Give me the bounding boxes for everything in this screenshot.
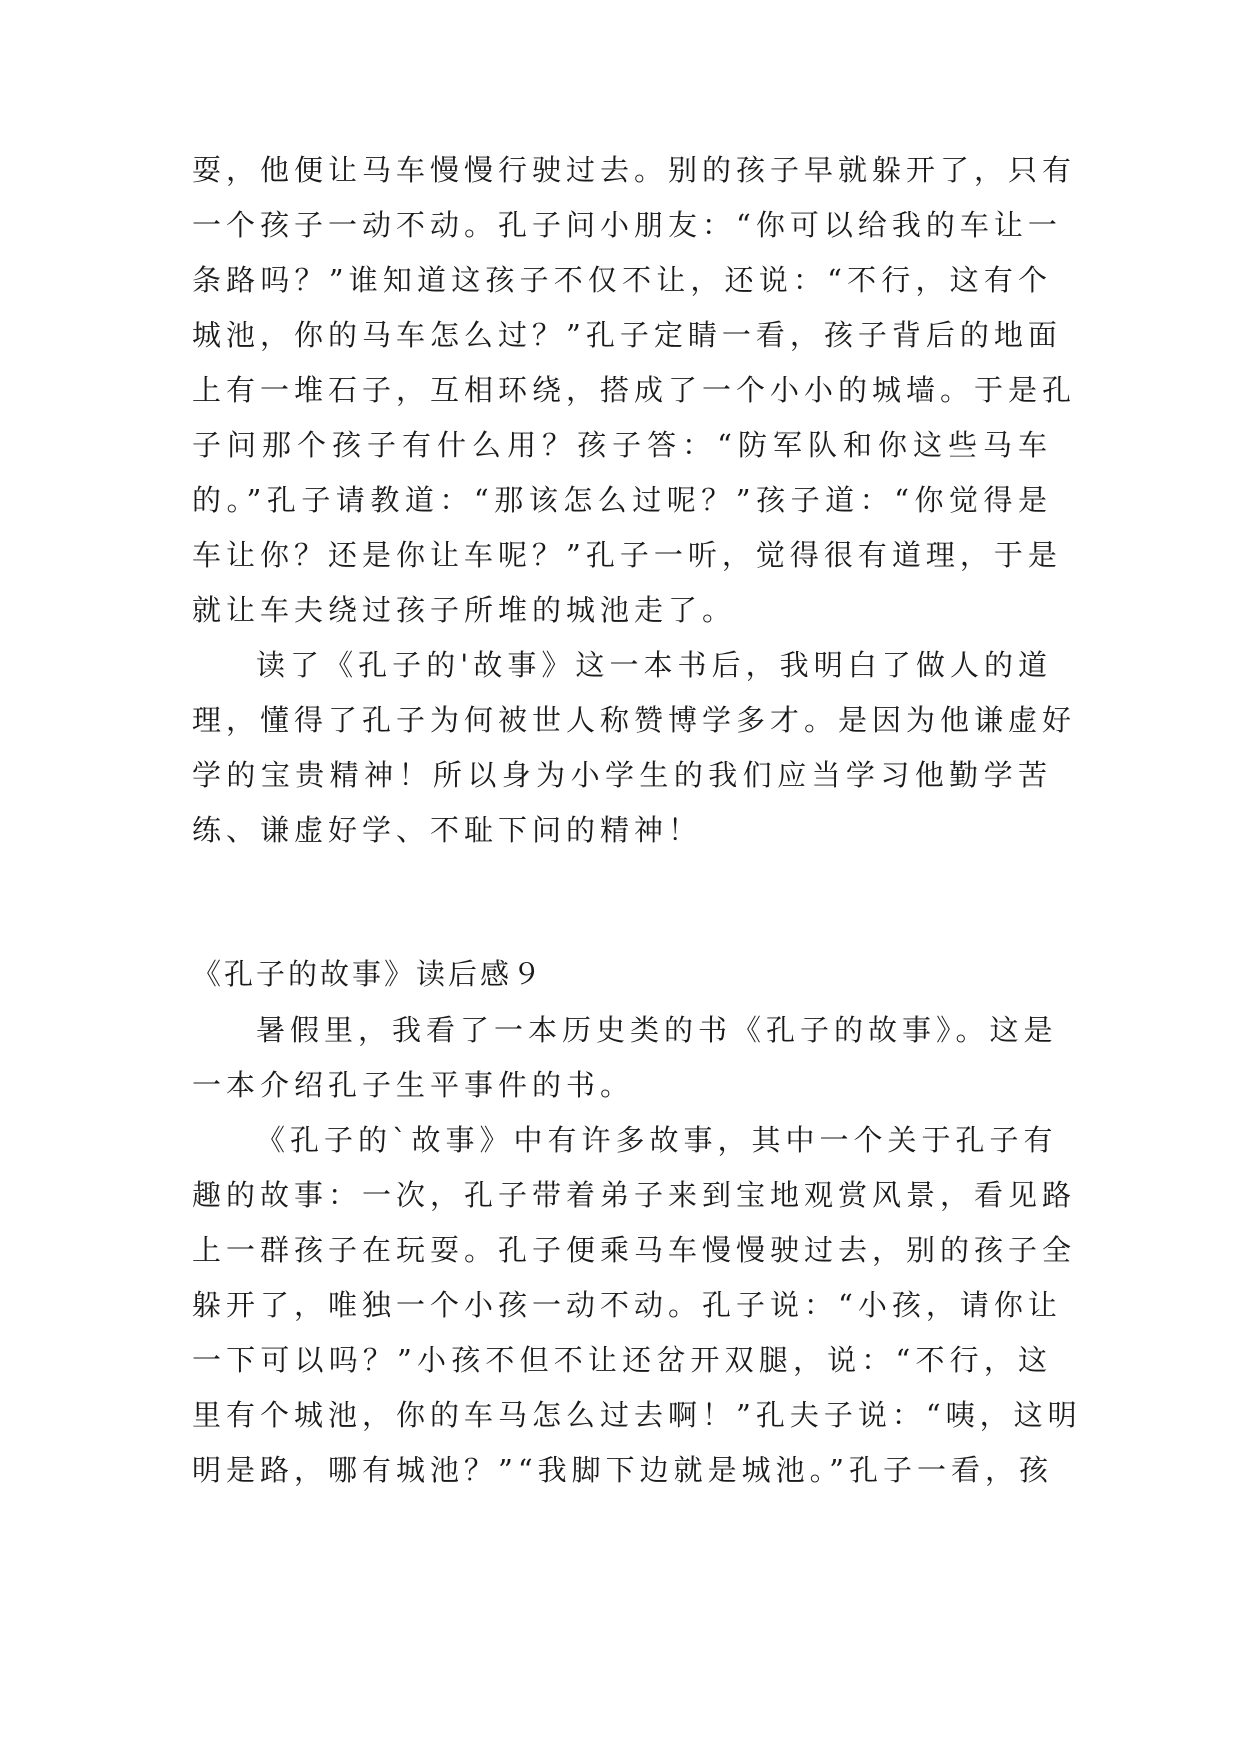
paragraph-1-line: 的。”孔子请教道：“那该怎么过呢？”孩子道：“你觉得是 — [192, 483, 1052, 517]
paragraph-1-line: 条路吗？”谁知道这孩子不仅不让，还说：“不行，这有个 — [192, 263, 1052, 297]
paragraph-4-line: 趣的故事：一次，孔子带着弟子来到宝地观赏风景，看见路 — [192, 1178, 1077, 1212]
paragraph-4-line: 里有个城池，你的车马怎么过去啊！”孔夫子说：“咦，这明 — [192, 1398, 1082, 1432]
paragraph-2-line: 理，懂得了孔子为何被世人称赞博学多才。是因为他谦虚好 — [192, 703, 1077, 737]
paragraph-1-line: 车让你？还是你让车呢？”孔子一听，觉得很有道理，于是 — [192, 538, 1062, 572]
paragraph-4-line: 一下可以吗？”小孩不但不让还岔开双腿，说：“不行，这 — [192, 1343, 1052, 1377]
paragraph-4-line: 明是路，哪有城池？”“我脚下边就是城池。”孔子一看，孩 — [192, 1453, 1053, 1487]
paragraph-1-line: 就让车夫绕过孩子所堆的城池走了。 — [192, 593, 737, 627]
paragraph-1-line: 子问那个孩子有什么用？孩子答：“防军队和你这些马车 — [192, 428, 1052, 462]
paragraph-1-line: 上有一堆石子，互相环绕，搭成了一个小小的城墙。于是孔 — [192, 373, 1077, 407]
paragraph-2-line: 读了《孔子的'故事》这一本书后，我明白了做人的道 — [256, 648, 1052, 682]
section-heading: 《孔子的故事》读后感９ — [192, 957, 545, 991]
paragraph-1-line: 一个孩子一动不动。孔子问小朋友：“你可以给我的车让一 — [192, 208, 1062, 242]
paragraph-2-line: 练、谦虚好学、不耻下问的精神！ — [192, 813, 703, 847]
paragraph-3-line: 暑假里，我看了一本历史类的书《孔子的故事》。这是 — [256, 1013, 1058, 1047]
paragraph-2-line: 学的宝贵精神！所以身为小学生的我们应当学习他勤学苦 — [192, 758, 1052, 792]
paragraph-4-line: 躲开了，唯独一个小孩一动不动。孔子说：“小孩，请你让 — [192, 1288, 1062, 1322]
paragraph-4-line: 《孔子的`故事》中有许多故事，其中一个关于孔子有 — [256, 1123, 1058, 1157]
paragraph-4-line: 上一群孩子在玩耍。孔子便乘马车慢慢驶过去，别的孩子全 — [192, 1233, 1077, 1267]
paragraph-1-line: 耍，他便让马车慢慢行驶过去。别的孩子早就躲开了，只有 — [192, 153, 1077, 187]
paragraph-1-line: 城池，你的马车怎么过？”孔子定睛一看，孩子背后的地面 — [192, 318, 1062, 352]
paragraph-3-line: 一本介绍孔子生平事件的书。 — [192, 1068, 635, 1102]
